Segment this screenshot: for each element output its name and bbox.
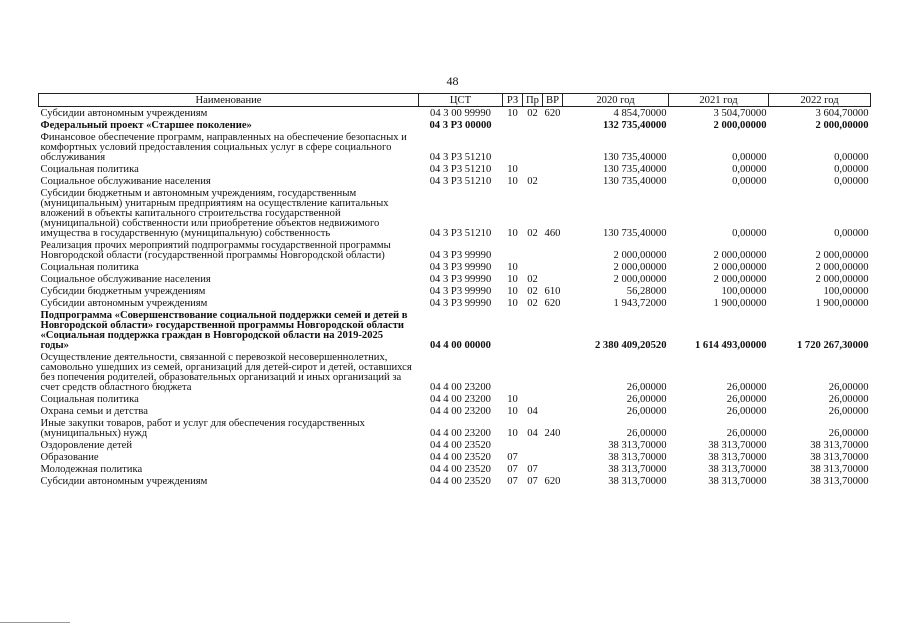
row-vr [543, 175, 563, 187]
row-pr: 07 [527, 464, 538, 475]
row-rz [503, 131, 523, 163]
row-cst: 04 4 00 23520 [430, 464, 491, 475]
row-name: Иные закупки товаров, работ и услуг для обеспечения государственных (муниципальных) нужд [40, 418, 365, 439]
table-row [39, 273, 871, 285]
row-pr: 02 [527, 228, 538, 239]
row-name: Социальная политика [40, 164, 139, 175]
row-2021: 26,00000 [726, 406, 767, 417]
table-row [39, 475, 871, 487]
row-pr [523, 261, 543, 273]
row-cst: 04 3 Р3 51210 [429, 152, 492, 163]
row-vr [543, 119, 563, 131]
row-vr [543, 131, 563, 163]
row-pr: 02 [527, 108, 538, 119]
row-2022: 26,00000 [828, 394, 869, 405]
row-2020: 38 313,70000 [608, 452, 667, 463]
table-row [39, 351, 871, 393]
row-vr: 240 [544, 428, 561, 439]
row-cst: 04 4 00 23520 [430, 452, 491, 463]
row-rz: 10 [507, 286, 518, 297]
row-vr [543, 405, 563, 417]
table-row [39, 451, 871, 463]
row-cst: 04 4 00 23200 [430, 406, 491, 417]
row-2021: 26,00000 [726, 394, 767, 405]
row-vr [543, 163, 563, 175]
row-2021: 0,00000 [732, 176, 767, 187]
row-rz: 07 [507, 464, 518, 475]
row-2022: 100,00000 [823, 286, 869, 297]
row-cst: 04 3 Р3 51210 [429, 176, 492, 187]
row-2020: 2 000,00000 [613, 274, 667, 285]
row-cst: 04 3 Р3 99990 [429, 274, 492, 285]
row-2021: 26,00000 [726, 428, 767, 439]
row-2021: 38 313,70000 [708, 464, 767, 475]
row-2020: 1 943,72000 [613, 298, 667, 309]
row-2022: 0,00000 [834, 228, 869, 239]
row-2021: 3 504,70000 [713, 108, 767, 119]
row-2022: 1 720 267,30000 [796, 340, 869, 351]
header-vr: ВР [543, 94, 563, 107]
header-name: Наименование [39, 94, 419, 107]
row-cst: 04 4 00 23200 [430, 428, 491, 439]
row-name: Молодежная политика [40, 464, 143, 475]
row-2020: 38 313,70000 [608, 440, 667, 451]
row-vr: 610 [544, 286, 561, 297]
row-pr [523, 309, 543, 351]
table-row [39, 285, 871, 297]
row-pr [523, 131, 543, 163]
table-row [39, 405, 871, 417]
row-vr [543, 351, 563, 393]
row-cst: 04 4 00 23520 [430, 440, 491, 451]
budget-table [38, 93, 871, 487]
row-cst: 04 4 00 23200 [430, 394, 491, 405]
row-2020: 26,00000 [626, 382, 667, 393]
row-2021: 1 900,00000 [713, 298, 767, 309]
row-name: Субсидии автономным учреждениям [40, 298, 208, 309]
row-2021: 100,00000 [721, 286, 767, 297]
row-rz: 10 [507, 428, 518, 439]
table-row [39, 163, 871, 175]
table-row [39, 119, 871, 131]
table-row [39, 131, 871, 163]
row-vr: 620 [544, 476, 561, 487]
row-vr [543, 463, 563, 475]
row-vr [543, 451, 563, 463]
row-cst: 04 4 00 23200 [430, 382, 491, 393]
row-2020: 38 313,70000 [608, 464, 667, 475]
row-2021: 0,00000 [732, 228, 767, 239]
row-rz: 07 [507, 452, 518, 463]
table-row [39, 107, 871, 120]
row-name: Субсидии бюджетным и автономным учреждениям, государственным (муниципальным) унитарным предприятиям на осуществление капитальных вложений в объекты капитального строительства государственной (муниципальной) собственности или приобретение объектов недвижимого имущества в государственную (муниципальную) собственность [40, 188, 389, 239]
row-vr [543, 393, 563, 405]
row-2021: 0,00000 [732, 152, 767, 163]
row-name: Субсидии автономным учреждениям [40, 476, 208, 487]
row-2021: 38 313,70000 [708, 440, 767, 451]
row-2020: 130 735,40000 [602, 164, 667, 175]
row-rz: 10 [507, 164, 518, 175]
row-2022: 38 313,70000 [810, 464, 869, 475]
row-2021: 2 000,00000 [713, 250, 767, 261]
row-2022: 2 000,00000 [815, 262, 869, 273]
row-rz: 10 [507, 298, 518, 309]
row-rz: 10 [507, 176, 518, 187]
row-2021: 2 000,00000 [713, 262, 767, 273]
row-cst: 04 3 Р3 99990 [429, 250, 492, 261]
row-rz [503, 351, 523, 393]
table-row [39, 463, 871, 475]
row-name: Социальная политика [40, 262, 139, 273]
row-2021: 38 313,70000 [708, 476, 767, 487]
row-2021: 1 614 493,00000 [694, 340, 767, 351]
row-pr [523, 119, 543, 131]
row-name: Образование [40, 452, 99, 463]
header-2020: 2020 год [563, 94, 669, 107]
row-rz: 10 [507, 274, 518, 285]
row-2020: 26,00000 [626, 428, 667, 439]
row-2020: 2 380 409,20520 [594, 340, 667, 351]
table-row [39, 175, 871, 187]
table-header [39, 94, 871, 107]
row-2021: 38 313,70000 [708, 452, 767, 463]
row-vr [543, 261, 563, 273]
row-vr: 620 [544, 108, 561, 119]
row-rz: 07 [507, 476, 518, 487]
page-number: 48 [446, 74, 459, 88]
table-row [39, 417, 871, 439]
row-cst: 04 4 00 23520 [430, 476, 491, 487]
table-row [39, 239, 871, 261]
table-row [39, 393, 871, 405]
footer-divider [0, 622, 70, 623]
row-pr [523, 239, 543, 261]
row-2020: 4 854,70000 [613, 108, 667, 119]
row-name: Осуществление деятельности, связанной с перевозкой несовершеннолетних, самовольно ушедших из семей, организаций для детей-сирот и детей, оставшихся без попечения родителей, образовательных организаций и иных организаций за счет средств областного бюджета [40, 352, 412, 393]
row-2021: 2 000,00000 [713, 274, 767, 285]
row-rz: 10 [507, 108, 518, 119]
table-row [39, 297, 871, 309]
row-vr: 460 [544, 228, 561, 239]
row-2022: 26,00000 [828, 382, 869, 393]
row-2020: 26,00000 [626, 406, 667, 417]
row-name: Субсидии бюджетным учреждениям [40, 286, 206, 297]
table-row [39, 439, 871, 451]
row-2022: 26,00000 [828, 406, 869, 417]
row-name: Федеральный проект «Старшее поколение» [40, 120, 252, 131]
row-2022: 38 313,70000 [810, 440, 869, 451]
row-rz: 10 [507, 262, 518, 273]
row-pr: 02 [527, 298, 538, 309]
row-cst: 04 3 00 99990 [430, 108, 491, 119]
row-pr [523, 393, 543, 405]
header-pr: Пр [523, 94, 543, 107]
row-2022: 0,00000 [834, 152, 869, 163]
row-cst: 04 4 00 00000 [430, 340, 491, 351]
row-rz [503, 239, 523, 261]
row-vr [543, 309, 563, 351]
row-pr: 04 [527, 406, 538, 417]
row-name: Реализация прочих мероприятий подпрограммы государственной программы Новгородской области (государственной программы Новгородской области) [40, 240, 391, 261]
row-2021: 26,00000 [726, 382, 767, 393]
row-pr: 02 [527, 286, 538, 297]
row-pr [523, 451, 543, 463]
row-2020: 132 735,40000 [602, 120, 667, 131]
row-2022: 3 604,70000 [815, 108, 869, 119]
row-2022: 0,00000 [834, 176, 869, 187]
row-2020: 56,28000 [626, 286, 667, 297]
row-pr: 04 [527, 428, 538, 439]
row-2020: 130 735,40000 [602, 228, 667, 239]
table-row [39, 187, 871, 239]
header-2021: 2021 год [669, 94, 769, 107]
row-pr: 02 [527, 176, 538, 187]
row-2022: 2 000,00000 [815, 274, 869, 285]
table-row [39, 309, 871, 351]
header-rz: РЗ [503, 94, 523, 107]
header-cst: ЦСТ [419, 94, 503, 107]
row-name: Подпрограмма «Совершенствование социальной поддержки семей и детей в Новгородской области» государственной программы Новгородской области «Социальная поддержка граждан в Новгородской области на 2019-2025 годы» [40, 310, 408, 351]
row-rz [503, 439, 523, 451]
row-pr: 02 [527, 274, 538, 285]
row-name: Социальное обслуживание населения [40, 176, 211, 187]
row-2020: 26,00000 [626, 394, 667, 405]
row-rz [503, 309, 523, 351]
row-cst: 04 3 Р3 99990 [429, 262, 492, 273]
row-cst: 04 3 Р3 51210 [429, 164, 492, 175]
row-pr: 07 [527, 476, 538, 487]
table-row [39, 261, 871, 273]
row-2022: 38 313,70000 [810, 476, 869, 487]
table-body [39, 107, 871, 488]
row-2021: 2 000,00000 [713, 120, 767, 131]
row-2022: 2 000,00000 [815, 120, 869, 131]
header-2022: 2022 год [769, 94, 871, 107]
row-rz: 10 [507, 406, 518, 417]
row-2022: 0,00000 [834, 164, 869, 175]
row-rz [503, 119, 523, 131]
row-vr [543, 239, 563, 261]
row-2021: 0,00000 [732, 164, 767, 175]
row-2020: 130 735,40000 [602, 176, 667, 187]
row-2022: 2 000,00000 [815, 250, 869, 261]
row-pr [523, 351, 543, 393]
row-2020: 2 000,00000 [613, 262, 667, 273]
row-2022: 1 900,00000 [815, 298, 869, 309]
row-name: Социальная политика [40, 394, 139, 405]
row-vr [543, 439, 563, 451]
row-2022: 26,00000 [828, 428, 869, 439]
row-vr: 620 [544, 298, 561, 309]
row-name: Социальное обслуживание населения [40, 274, 211, 285]
row-cst: 04 3 Р3 51210 [429, 228, 492, 239]
row-name: Охрана семьи и детства [40, 406, 148, 417]
row-pr [523, 163, 543, 175]
row-2020: 2 000,00000 [613, 250, 667, 261]
row-cst: 04 3 Р3 99990 [429, 286, 492, 297]
row-name: Субсидии автономным учреждениям [40, 108, 208, 119]
row-2022: 38 313,70000 [810, 452, 869, 463]
row-2020: 130 735,40000 [602, 152, 667, 163]
row-cst: 04 3 Р3 99990 [429, 298, 492, 309]
row-2020: 38 313,70000 [608, 476, 667, 487]
row-name: Финансовое обеспечение программ, направленных на обеспечение безопасных и комфортных условий предоставления социальных услуг в сфере социального обслуживания [40, 132, 407, 163]
row-name: Оздоровление детей [40, 440, 133, 451]
row-pr [523, 439, 543, 451]
row-vr [543, 273, 563, 285]
row-rz: 10 [507, 394, 518, 405]
row-cst: 04 3 Р3 00000 [429, 120, 492, 131]
row-rz: 10 [507, 228, 518, 239]
